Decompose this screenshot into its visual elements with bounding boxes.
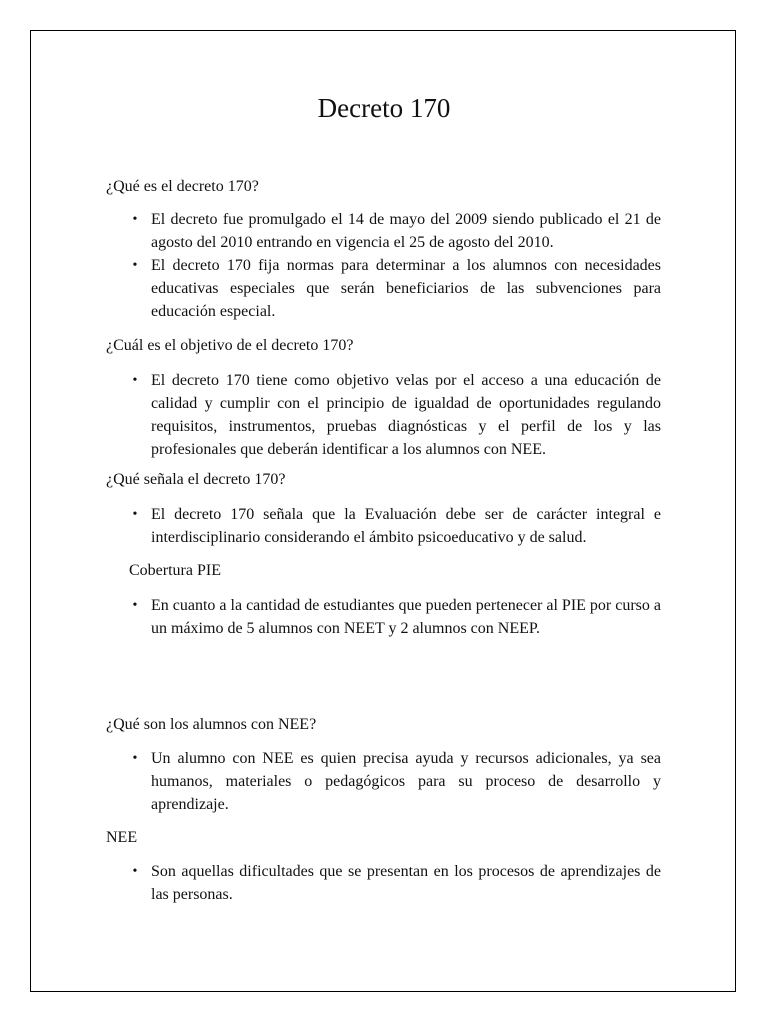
bullet-text: Son aquellas dificultades que se presentan en los procesos de aprendizajes de las personas. [151, 863, 661, 903]
bullet-text: El decreto 170 fija normas para determinar a los alumnos con necesidades educativas especiales que serán beneficiarios de las subvenciones para educación especial. [151, 257, 661, 320]
list-item [132, 254, 661, 323]
list-item [132, 594, 662, 640]
list-item [132, 747, 661, 816]
bullet-text: En cuanto a la cantidad de estudiantes que pueden pertenecer al PIE por curso a un máximo de 5 alumnos con NEET y 2 alumnos con NEEP. [151, 597, 662, 637]
question-objetivo: ¿Cuál es el objetivo de el decreto 170? [106, 337, 354, 354]
section-5-list [0, 747, 768, 816]
bullet-icon: • [132, 373, 138, 388]
heading-nee: NEE [106, 829, 138, 846]
list-item [132, 860, 661, 906]
bullet-icon: • [132, 507, 138, 522]
section-4-list [0, 594, 768, 640]
question-senala: ¿Qué señala el decreto 170? [106, 471, 286, 488]
bullet-text: El decreto fue promulgado el 14 de mayo del 2009 siendo publicado el 21 de agosto del 2010 entrando en vigencia el 25 de agosto del 2010. [151, 211, 661, 251]
bullet-text: El decreto 170 señala que la Evaluación debe ser de carácter integral e interdisciplinario considerando el ámbito psicoeducativo y de salud. [151, 506, 661, 546]
section-1-list [0, 208, 768, 323]
bullet-icon: • [132, 751, 138, 766]
list-item [132, 503, 661, 549]
bullet-text: Un alumno con NEE es quien precisa ayuda y recursos adicionales, ya sea humanos, materiales o pedagógicos para su proceso de desarrollo y aprendizaje. [151, 750, 661, 813]
section-2-list [0, 369, 768, 461]
section-3-list [0, 503, 768, 549]
question-alumnos-nee: ¿Qué son los alumnos con NEE? [106, 716, 317, 733]
list-item [132, 208, 661, 254]
bullet-text: El decreto 170 tiene como objetivo velas por el acceso a una educación de calidad y cumplir con el principio de igualdad de oportunidades regulando requisitos, instrumentos, pruebas diagnósticas y el perfil de los y las profesionales que deberán identificar a los alumnos con NEE. [151, 372, 661, 458]
bullet-icon: • [132, 212, 138, 227]
subheading-cobertura-pie: Cobertura PIE [129, 562, 221, 579]
section-6-list [0, 860, 768, 906]
bullet-icon: • [132, 598, 138, 613]
list-item [132, 369, 661, 461]
question-que-es: ¿Qué es el decreto 170? [106, 178, 259, 195]
page-title: Decreto 170 [317, 93, 451, 123]
bullet-icon: • [132, 864, 138, 879]
bullet-icon: • [132, 258, 138, 273]
